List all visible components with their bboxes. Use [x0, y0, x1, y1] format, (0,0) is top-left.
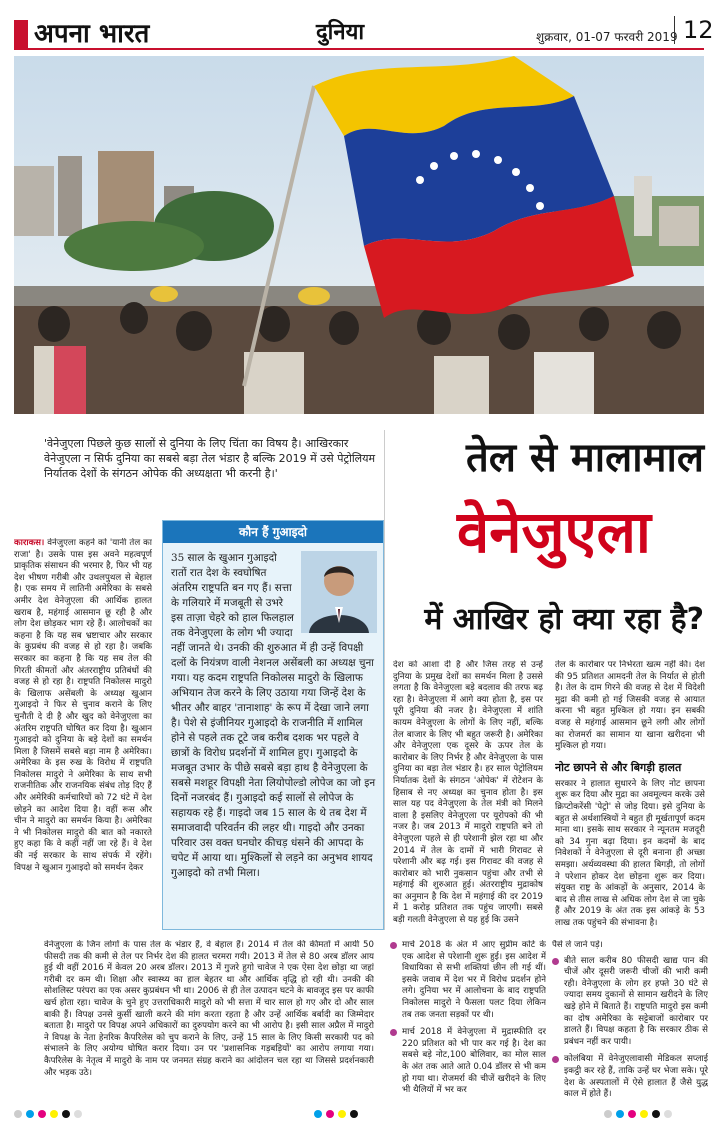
column-4-text-top: तेल के कारोबार पर निर्भरता खत्म नहीं की। देश की 95 प्रतिशत आमदनी तेल के निर्यात से होती है। तेल के दाम गिरने की वजह से देश में विदेशी मुद्रा की कमी हो गई जिसकी वजह से आयात करना भी बहुत मुश्किल हो गया। इन सबकी वजह से महंगाई आसमान छूने लगी और लोगों का रोजमर्रा का सामान या खाना खरीदना भी मुश्किल हो गया। — [555, 660, 705, 752]
registration-dot — [38, 1110, 46, 1118]
registration-dot — [314, 1110, 322, 1118]
print-registration-marks — [14, 1108, 704, 1122]
article-column-3: देश को आशा दी है और जिस तरह से उन्हें दुनिया के प्रमुख देशों का समर्थन मिला है उससे लगता है कि वेनेजुएला बड़े बदलाव की तरफ बढ़ रहा है। वेनेजुएला में आगे क्या होता है, इस पर पूरी दुनिया की नजर है। वेनेजुएला में शांति कायम वेनेजुएला के लोगों के लिए नहीं, बल्कि तेल बाजार के लिए भी बहुत जरूरी है। अमेरिका और वेनेजुएला एक दूसरे के ऊपर तेल के कारोबार के लिए निर्भर है और वेनेजुएला के पास दुनिया का बड़ा तेल भंडार है। हर साल पेट्रोलियम निर्यातक देशों के संगठन 'ओपेक' में रोटेशन के हिसाब से नए अध्यक्ष का चुनाव होता है। इस साल यह पद वेनेजुएला के तेल मंत्री को मिलने वाला है इसलिए वेनेजुएला पर यूरोपको की भी नजर है। जब 2013 में मादुरो राष्ट्रपति बने तो वेनेजुएला पहले से ही परेशानी झेल रहा था और 2014 में तेल के दामों में भारी गिरावट से परेशानी और बढ़ गई। इस गिरावट की वजह से कारोबार को भारी नुकसान पहुंचा और तभी से महंगाई की शुरुआत हुई। अंतरराष्ट्रीय मुद्राकोष का अनुमान है कि देश में महंगाई की दर 2019 में 1 करोड़ प्रतिशत तक पहुंच जाएगी। सबसे बड़ी गलती वेनेजुएला से यह हुई कि उसने — [393, 660, 543, 926]
lead-photo — [14, 56, 704, 414]
registration-dot — [628, 1110, 636, 1118]
article-column-1 — [14, 538, 152, 930]
list-item: मार्च 2018 में वेनेजुएला में मुद्रास्फीति दर 220 प्रतिशत को भी पार कर गई है। देश का सबसे बड़े नोट,100 बोलिवार, का मोल साल के अंत तक आते आते 0.04 डॉलर से भी कम हो गया था। रोजमर्रा की चीजें खरीदने के लिए भी थैलियों में भर कर — [390, 1027, 546, 1097]
column-divider — [384, 430, 385, 930]
registration-dot — [74, 1110, 82, 1118]
sidebar-box-body — [171, 551, 377, 923]
protest-flag-photo — [14, 56, 704, 414]
registration-dot — [350, 1110, 358, 1118]
intro-quote: 'वेनेजुएला पिछले कुछ सालों से दुनिया के लिए चिंता का विषय है। आखिरकार वेनेजुएला न सिर्फ दुनिया का सबसे बड़ा तेल भंडार है बल्कि 2019 में उसे पेट्रोलियम निर्यातक देशों के संगठन ओपेक की अध्यक्षता भी करनी है।' — [44, 437, 376, 480]
registration-dot — [664, 1110, 672, 1118]
headline-line-2: वेनेजुएला — [457, 498, 651, 566]
list-continuation: पैसे ले जाने पड़े। — [552, 940, 603, 950]
brand-red-block — [14, 20, 28, 48]
headline-line-3: में आखिर हो क्या रहा है? — [424, 602, 704, 637]
page-number: 12 — [674, 16, 714, 44]
guaido-portrait — [301, 551, 377, 633]
dateline-city: काराकस। — [14, 538, 45, 548]
sidebar-box-title: कौन हैं गुआइदो — [163, 521, 383, 543]
bottom-article-text: वेनेजुएला के जिन लोगों के पास तेल के भंडार हैं, वे बेहाल हैं। 2014 में तेल की कीमतों में आयी 50 फीसदी तक की कमी से तेल पर निर्भर देश की हालत चरमरा गयी। 2013 में तेल से 80 अरब डॉलर आय हुई थी वहीं 2016 में केवल 20 अरब डॉलर। 2013 में गुजरे हुगो चावेज ने एक ऐसा देश छोड़ा था जहां गरीबी दर कम थी। शिक्षा और स्वास्थ्य का हाल बेहतर था और आर्थिक वृद्धि हो रही थी। उनकी की सोशलिस्ट परंपरा का एक असर कुप्रबंधन भी था। 2006 से ही तेल उत्पादन घटने के बावजूद इस पर काफी खर्च होता रहा। चावेज के चुने हुए उत्तराधिकारी मादुरो को भी सत्ता में चार साल हो गए और दो और साल बाकी हैं। विपक्ष उनसे कुर्सी खाली करने की मांग करता रहता है और उन्हें आर्थिक बर्बादी का जिम्मेदार बताता है। मादुरो पर विपक्ष अपने अधिकारों का दुरुपयोग करने का भी आरोप है। इसी साल अप्रैल में मादुरो ने विपक्ष के नेता हेनरिक कैपरिलेस को चुप कराने के लिए, उन्हें 15 साल के लिए किसी सरकारी पद को संभालने के लिए अयोग्य घोषित करार दिया। उन पर 'प्रशासनिक गड़बड़ियों' का आरोप लगाया गया। कैपरिलेस के नेतृत्व में मादुरो के नाम पर जनमत संग्रह कराने का आंदोलन चल रहा था जिससे प्रदर्शनकारी और भड़क उठे। — [44, 940, 374, 1078]
registration-dot — [50, 1110, 58, 1118]
registration-dot — [652, 1110, 660, 1118]
brand-title: अपना भारत — [34, 19, 150, 49]
page-header — [14, 14, 714, 50]
article-column-4 — [555, 660, 705, 930]
headline-line-1: तेल से मालामाल — [466, 435, 704, 481]
key-points — [390, 940, 710, 1104]
registration-dot — [26, 1110, 34, 1118]
sidebar-box-text: 35 साल के खुआन गुआइदो रातों रात देश के स्वघोषित अंतरिम राष्ट्रपति बन गए हैं। सत्ता के गलियारे में मजबूती से उभरे इस ताज़ा चेहरे को हाल फिलहाल तक वेनेजुएला के लोग भी ज्यादा नहीं जानते थे। उनकी की शुरुआत में ही उन्हें विपक्षी दलों के नियंत्रण वाली नेशनल असेंबली का अध्यक्ष चुना गया। यह कदम राष्ट्रपति निकोलस मादुरो के खिलाफ अभियान तेज करने के लिए उठाया गया जिन्हें देश के भीतर और बाहर 'तानाशाह' के रूप में देखा जाने लगा है। पेशे से इंजीनियर गुआइदो के राजनीति में शामिल होने से पहले तक टूटे जब करीब दशक भर पहले वे छात्रों के विरोध प्रदर्शनों में शामिल हुए। गुआइदो के मजबूत उभार के पीछे सबसे बड़ा हाथ है वेनेजुएला के सबसे मशहूर विपक्षी नेता लियोपोल्डो लोपेज का जो इन दिनों नजरबंद हैं। गुआइदो कई सालों से लोपेज के सहायक रहे हैं। गाइदो जब 15 साल के थे तब देश में समाजवादी परिवर्तन की लहर थी। गाइदो और उनका परिवार उस वक्त घनघोर कीचड़ धंसने की आपदा के चपेट में आया था। मुश्किलों से लड़ने का अनुभव शायद गुआइदो को तभी मिला। — [171, 552, 376, 879]
column-1-text: वेनेजुएला कहने को 'यानी तेल का राजा' है। उसके पास इस अवने महत्वपूर्ण प्राकृतिक संसाधन की भरमार है, फिर भी यह देश भीषण गरीबी और उथलपुथल से बेहाल है। एक समय में लातिनी अमेरिका के सबसे अमीर देश वेनेजुएला की आर्थिक हालत खराब है, महंगाई आसमान छू रही है और लोग देश छोड़कर भाग रहे हैं। आलोचकों का कहना है कि यह सब भ्रष्टाचार और सरकार के कुप्रबंध की वजह से हो रहा है। जबकि सरकार का कहना है कि यह सब तेल की गिरती कीमतों और अंतरराष्ट्रीय प्रतिबंधों की वजह से हो रहा है। राष्ट्रपति निकोलस मादुरो के खिलाफ असेंबली के अध्यक्ष खुआन गुआइदो ने फिर से चुनाव कराने के लिए चुनौती दे दी है और खुद को वेनेजुएला का अंतरिम राष्ट्रपति घोषित कर दिया है। खुआन गुआइदो को दुनिया के बड़े देशों का समर्थन मिला है जिसमें सबसे बड़ा नाम है अमेरिका। अमेरिका के इस रुख के विरोध में राष्ट्रपति निकोलस मादुरो ने अमेरिका के साथ सभी राजनीतिक और राजनयिक संबंध तोड़ दिए हैं और अमेरिकी कर्मचारियों को 72 घंटे में देश छोड़ने का आदेश दिया है। वहीं रूस और चीन ने मादुरो का समर्थन किया है। अमेरिका ने भी निकोलस मादुरो की बात को नकारते हुए कहा कि वे कहीं नहीं जा रहे हैं। वे देश की नई सरकार के साथ संपर्क में रहेंगे। विपक्ष ने खुआन गुआइदो को समर्थन देकर — [14, 538, 152, 873]
list-item: कोलंबिया में वेनेजुएलावासी मेडिकल सप्लाई इकट्ठी कर रहे हैं, ताकि उन्हें घर भेजा सके। पूरे देश के अस्पतालों में ऐसे हालात हैं जैसे युद्ध काल में होते हैं। — [552, 1054, 708, 1100]
registration-dot — [604, 1110, 612, 1118]
section-title: दुनिया — [316, 19, 365, 45]
registration-dot — [640, 1110, 648, 1118]
registration-dot — [326, 1110, 334, 1118]
key-points-left — [390, 940, 546, 1104]
column-4-text-bottom: सरकार ने हालात सुधारने के लिए नोट छापना शुरू कर दिया और मुद्रा का अवमूल्यन करके उसे क्रिप्टोकरेंसी 'पेट्रो' से जोड़ दिया। इसे दुनिया के बहुत से अर्थशास्त्रियों ने बहुत ही मूर्खतापूर्ण कदम माना था। इसके साथ सरकार ने न्यूनतम मजदूरी को 34 गुना बढ़ा दिया। इन कदमों के बाद निवेशकों ने वेनेजुएला से दूरी बनाना ही अच्छा समझा। अर्थव्यवस्था की हालत बिगड़ी, तो लोगों ने परेशान होकर देश छोड़ना शुरू कर दिया। संयुक्त राष्ट्र के आंकड़ों के अनुसार, 2014 के बाद से तीस लाख से अधिक लोग देश से जा चुके हैं और 2019 के अंत तक इस आंकड़े के 53 लाख तक पहुंचने की संभावना है। — [555, 778, 705, 928]
issue-date: शुक्रवार, 01-07 फरवरी 2019 — [536, 30, 678, 44]
list-item: मार्च 2018 के अंत में आए सुप्रीम कोर्ट के एक आदेश से परेशानी शुरू हुई। इस आदेश में विधायिका से सभी शक्तियां छीन ली गई थीं। इसके जवाब में देश भर में विरोध प्रदर्शन होने लगे। दुनिया भर में आलोचना के बाद राष्ट्रपति निकोलस मादुरो ने फैसला पलट दिया लेकिन तब तक जनता सड़कों पर थी। — [390, 940, 546, 1021]
key-points-right — [552, 940, 708, 1104]
sidebar-box-guaido — [162, 520, 384, 930]
color-dots-right — [604, 1110, 672, 1118]
color-dots-middle — [314, 1110, 358, 1118]
portrait-icon — [301, 551, 377, 633]
list-item: बीते साल करीब 80 फीसदी खाद्य पान की चीजें और दूसरी जरूरी चीजों की भारी कमी रही। वेनेजुएला के लोग हर हफ्ते 30 घंटे से ज्यादा समय दुकानों से सामान खरीदने के लिए खड़े होने में बिताते हैं। राष्ट्रपति मादुरो इस कमी का दोष अमेरिका के सट्टेबाजों कारोबार पर डालते हैं। विपक्ष कहता है कि सरकार ठीक से प्रबंधन नहीं कर पायी। — [552, 956, 708, 1049]
registration-dot — [338, 1110, 346, 1118]
column-4-subhead: नोट छापने से और बिगड़ी हालत — [555, 760, 682, 774]
color-dots-left — [14, 1110, 82, 1118]
registration-dot — [616, 1110, 624, 1118]
registration-dot — [62, 1110, 70, 1118]
registration-dot — [14, 1110, 22, 1118]
